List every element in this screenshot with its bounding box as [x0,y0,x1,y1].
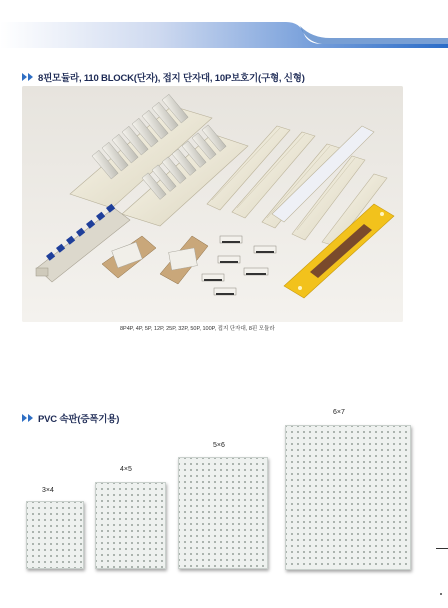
size-label-3x4: 3×4 [42,487,54,494]
pvc-panel-5x6 [178,457,268,569]
section-heading-pvc [22,411,119,425]
pvc-panel-6x7 [285,425,411,570]
double-arrow-icon [22,414,33,422]
pvc-panel-3x4 [26,501,84,569]
size-label-5x6: 5×6 [213,442,225,449]
double-arrow-icon [22,73,33,81]
section-heading-modular [22,70,305,84]
section-title: 8핀모듈라, 110 BLOCK(단자), 접지 단자대, 10P보호기(구형, 신형) [38,73,305,84]
size-label-6x7: 6×7 [333,409,345,416]
pvc-panel-4x5 [95,482,166,569]
size-label-4x5: 4×5 [120,466,132,473]
page-edge-dot [440,593,442,595]
header-band [0,22,448,48]
page-edge-marker [436,548,448,549]
section-title: PVC 속판(증폭기용) [38,414,120,425]
product-photo [22,86,403,322]
product-caption: 8P4P, 4P, 5P, 12P, 25P, 32P, 50P, 100P, 접지 단자대, 8핀 모듈라 [120,326,275,332]
